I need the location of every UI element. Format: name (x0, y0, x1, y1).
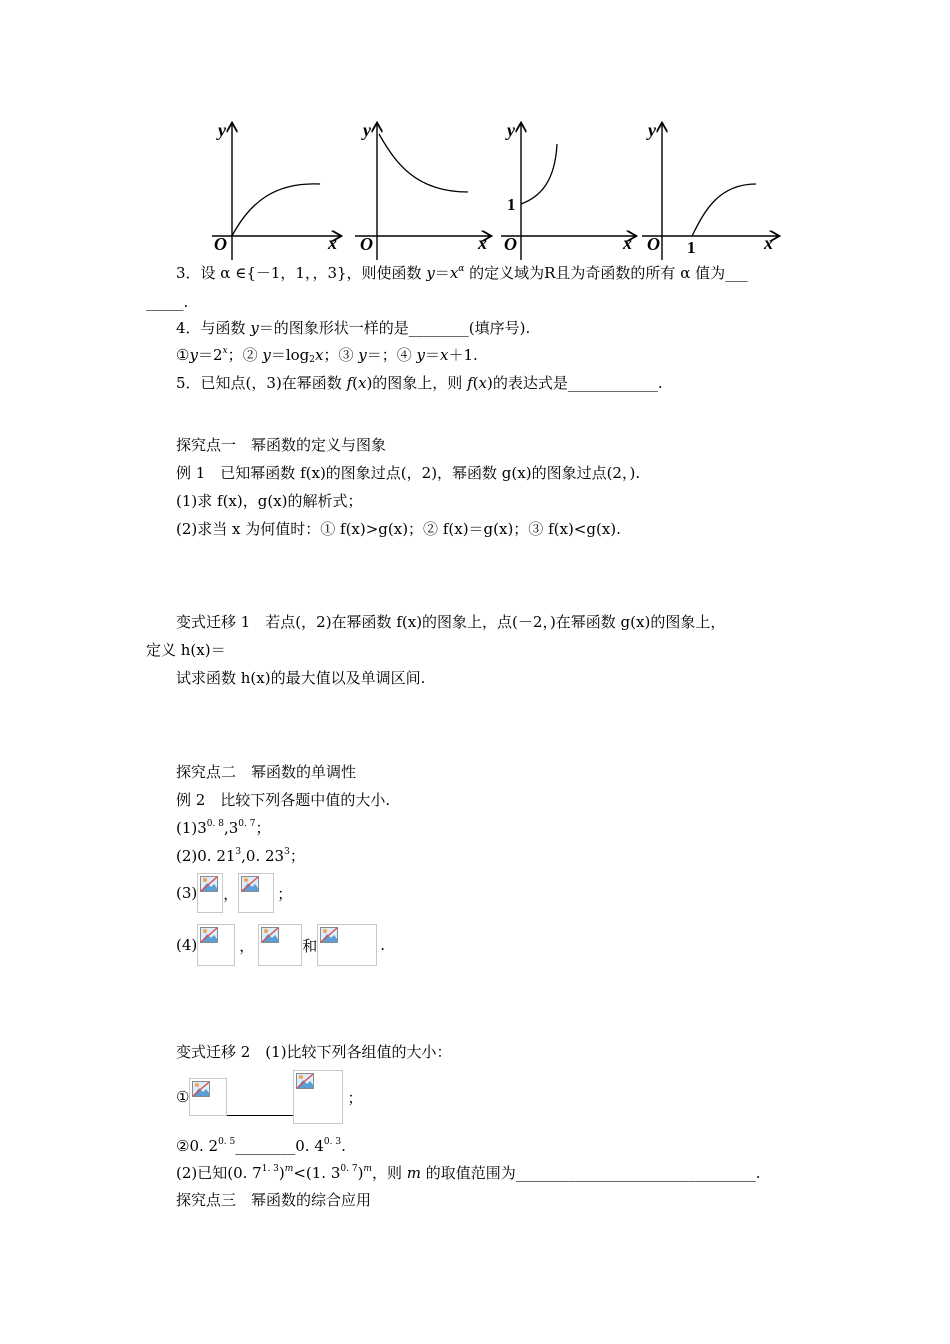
curve (379, 134, 468, 192)
variant-2-title: 变式迁移 2 (1)比较下列各组值的大小： (176, 1043, 452, 1061)
graph-2 (350, 112, 495, 260)
variant-1-line-1: 变式迁移 1 若点(，2)在幂函数 f(x)的图象上，点(－2，)在幂函数 g(x)的图象上， (176, 613, 726, 631)
curve (692, 184, 756, 236)
ex2-p2-a: (2)0. 21 (176, 847, 236, 865)
example-2-title: 例 2 比较下列各题中值的大小. (176, 791, 391, 809)
ex2-p1-b: ,3 (223, 819, 239, 837)
ex2-p4-and: 和 (302, 936, 318, 955)
ex2-p4-label: (4) (176, 936, 198, 954)
q4-opt2-eq: ＝log (270, 346, 310, 364)
formula-image (189, 1078, 227, 1116)
graph-1-svg (200, 112, 345, 260)
variant-2-row-2 (176, 1136, 346, 1156)
example-2-part-4 (176, 924, 385, 966)
y-label: y (507, 120, 515, 140)
question-3-line-1 (176, 263, 748, 283)
ex2-p1-a: (1)3 (176, 819, 207, 837)
question-3-line-2: _____. (146, 293, 189, 311)
x-intercept-label: 1 (687, 238, 696, 257)
graph-1 (200, 112, 345, 260)
origin-label: O (360, 234, 373, 254)
q3-y: y (426, 264, 435, 282)
y-label: y (648, 120, 656, 140)
q4-y: y (250, 319, 259, 337)
q4-text-b: ＝的图象形状一样的是________(填序号). (258, 319, 531, 337)
graph-3-svg (495, 112, 640, 260)
q4-text-a: 4．与函数 (176, 319, 251, 337)
broken-image-icon (261, 927, 279, 943)
q5-b: ( (352, 374, 358, 392)
var2-r3-m: m (406, 1164, 421, 1182)
formula-image (238, 873, 274, 913)
question-4-options (176, 345, 478, 365)
question-5 (176, 373, 663, 393)
formula-image (197, 873, 223, 913)
y-intercept-label: 1 (507, 195, 516, 214)
q3-x: x (449, 264, 459, 282)
ex2-p3-sep: ， (223, 884, 239, 903)
origin-label: O (647, 234, 660, 254)
q4-opt2-sub: 2 (309, 355, 315, 365)
q5-f: f (346, 374, 353, 392)
var2-r3-c: <(1. 3 (293, 1164, 341, 1182)
var2-r3-b: ) (278, 1164, 285, 1182)
ex2-p2-sup2: 3 (284, 847, 290, 857)
q4-opt2-y: y (262, 346, 271, 364)
q4-opt4-x: x (440, 346, 449, 364)
q4-opt3-y: y (358, 346, 367, 364)
broken-image-icon (192, 1081, 210, 1097)
graphs-row (200, 112, 800, 260)
var2-r2-a: ②0. 2 (176, 1137, 219, 1155)
variant-1-line-2: 定义 h(x)＝ (146, 641, 226, 659)
x-label: x (764, 233, 773, 253)
example-1-line-3: (2)求当 x 为何值时：① f(x)>g(x)；② f(x)＝g(x)；③ f(x)<g(x). (176, 520, 621, 538)
graph-4 (638, 112, 783, 260)
ex2-p2-c: ； (289, 847, 305, 865)
ex2-p1-sup2: 0. 7 (238, 819, 256, 829)
example-2-part-2 (176, 846, 305, 866)
q3-eq: ＝ (434, 264, 450, 282)
q5-x2: x (478, 374, 487, 392)
var2-r3-a: (2)已知(0. 7 (176, 1164, 262, 1182)
section-3-title: 探究点三 幂函数的综合应用 (176, 1191, 372, 1209)
formula-image (293, 1070, 343, 1124)
broken-image-icon (241, 876, 259, 892)
formula-image (197, 924, 235, 966)
example-2-part-3 (176, 873, 292, 913)
origin-label: O (504, 234, 517, 254)
q4-opt4-y: y (416, 346, 425, 364)
curve (232, 184, 320, 236)
question-4-line-1 (176, 318, 530, 338)
var2-r2-sup2: 0. 3 (323, 1137, 342, 1147)
ex2-p2-sup1: 3 (235, 847, 242, 857)
q4-opt3-eq: ＝；④ (366, 346, 417, 364)
ex2-p3-label: (3) (176, 884, 198, 902)
q4-opt2-mark: ；② (227, 346, 263, 364)
example-2-part-1 (176, 818, 271, 838)
q3-suffix: 的定义域为R且为奇函数的所有 α 值为___ (464, 264, 748, 282)
ex2-p2-b: ,0. 23 (241, 847, 285, 865)
origin-label: O (214, 234, 227, 254)
variant-1-line-3: 试求函数 h(x)的最大值以及单调区间. (176, 669, 426, 687)
var2-r3-sup1: 1. 3 (261, 1164, 279, 1174)
var2-r3-f: 的取值范围为________________________________. (420, 1164, 761, 1182)
formula-image (258, 924, 302, 966)
q5-f2: f (467, 374, 473, 392)
var2-r3-d: ) (357, 1164, 364, 1182)
ex2-p1-sup1: 0. 8 (206, 819, 224, 829)
answer-blank[interactable] (227, 1101, 293, 1116)
q3-prefix: 3．设 α ∈{－1，1，，3}，则使函数 (176, 264, 427, 282)
broken-image-icon (320, 927, 338, 943)
section-1-title: 探究点一 幂函数的定义与图象 (176, 436, 387, 454)
var2-r3-sup2: m (284, 1164, 294, 1174)
y-label: y (218, 120, 226, 140)
example-1-line-2: (1)求 f(x)，g(x)的解析式； (176, 492, 363, 510)
var2-r3-e: ，则 (371, 1164, 407, 1182)
example-1-line-1: 例 1 已知幂函数 f(x)的图象过点(，2)，幂函数 g(x)的图象过点(2，). (176, 464, 641, 482)
q5-e: )的表达式是____________. (486, 374, 663, 392)
var2-r2-b: ________0. 4 (235, 1137, 324, 1155)
x-label: x (623, 233, 632, 253)
q4-opt1-y: y (189, 346, 198, 364)
var2-r3-sup4: m (363, 1164, 372, 1174)
graph-2-svg (350, 112, 495, 260)
variant-2-row-1 (176, 1070, 362, 1124)
var2-r1-end: ； (347, 1088, 363, 1107)
variant-2-row-3 (176, 1163, 761, 1183)
broken-image-icon (200, 876, 218, 892)
x-label: x (328, 233, 337, 253)
q4-opt2-x: x (315, 346, 324, 364)
var2-r2-c: . (341, 1137, 346, 1155)
graph-4-svg (638, 112, 783, 260)
q4-opt4-eq: ＝ (425, 346, 441, 364)
x-label: x (478, 233, 487, 253)
var2-r1-label: ① (176, 1088, 190, 1106)
ex2-p4-sep: ， (239, 936, 255, 955)
q4-opt1-mark: ① (176, 346, 190, 364)
section-2-title: 探究点二 幂函数的单调性 (176, 763, 357, 781)
q4-opt1-eq: ＝2 (197, 346, 223, 364)
var2-r3-sup3: 0. 7 (340, 1164, 358, 1174)
curve (521, 144, 557, 204)
broken-image-icon (296, 1073, 314, 1089)
y-label: y (363, 120, 371, 140)
formula-image (317, 924, 377, 966)
q5-a: 5．已知点(，3)在幂函数 (176, 374, 347, 392)
q4-opt3-mark: ；③ (323, 346, 359, 364)
graph-3 (495, 112, 640, 260)
q5-c: )的图象上，则 (366, 374, 468, 392)
q4-opt4-tail: ＋1. (448, 346, 478, 364)
q3-alpha-sup: α (458, 264, 465, 274)
broken-image-icon (200, 927, 218, 943)
ex2-p4-end: . (380, 936, 386, 954)
ex2-p1-c: ； (255, 819, 271, 837)
q4-opt1-sup: x (222, 346, 228, 356)
q5-d: ( (472, 374, 479, 392)
q5-x: x (357, 374, 367, 392)
ex2-p3-end: ； (277, 884, 293, 903)
var2-r2-sup1: 0. 5 (218, 1137, 236, 1147)
